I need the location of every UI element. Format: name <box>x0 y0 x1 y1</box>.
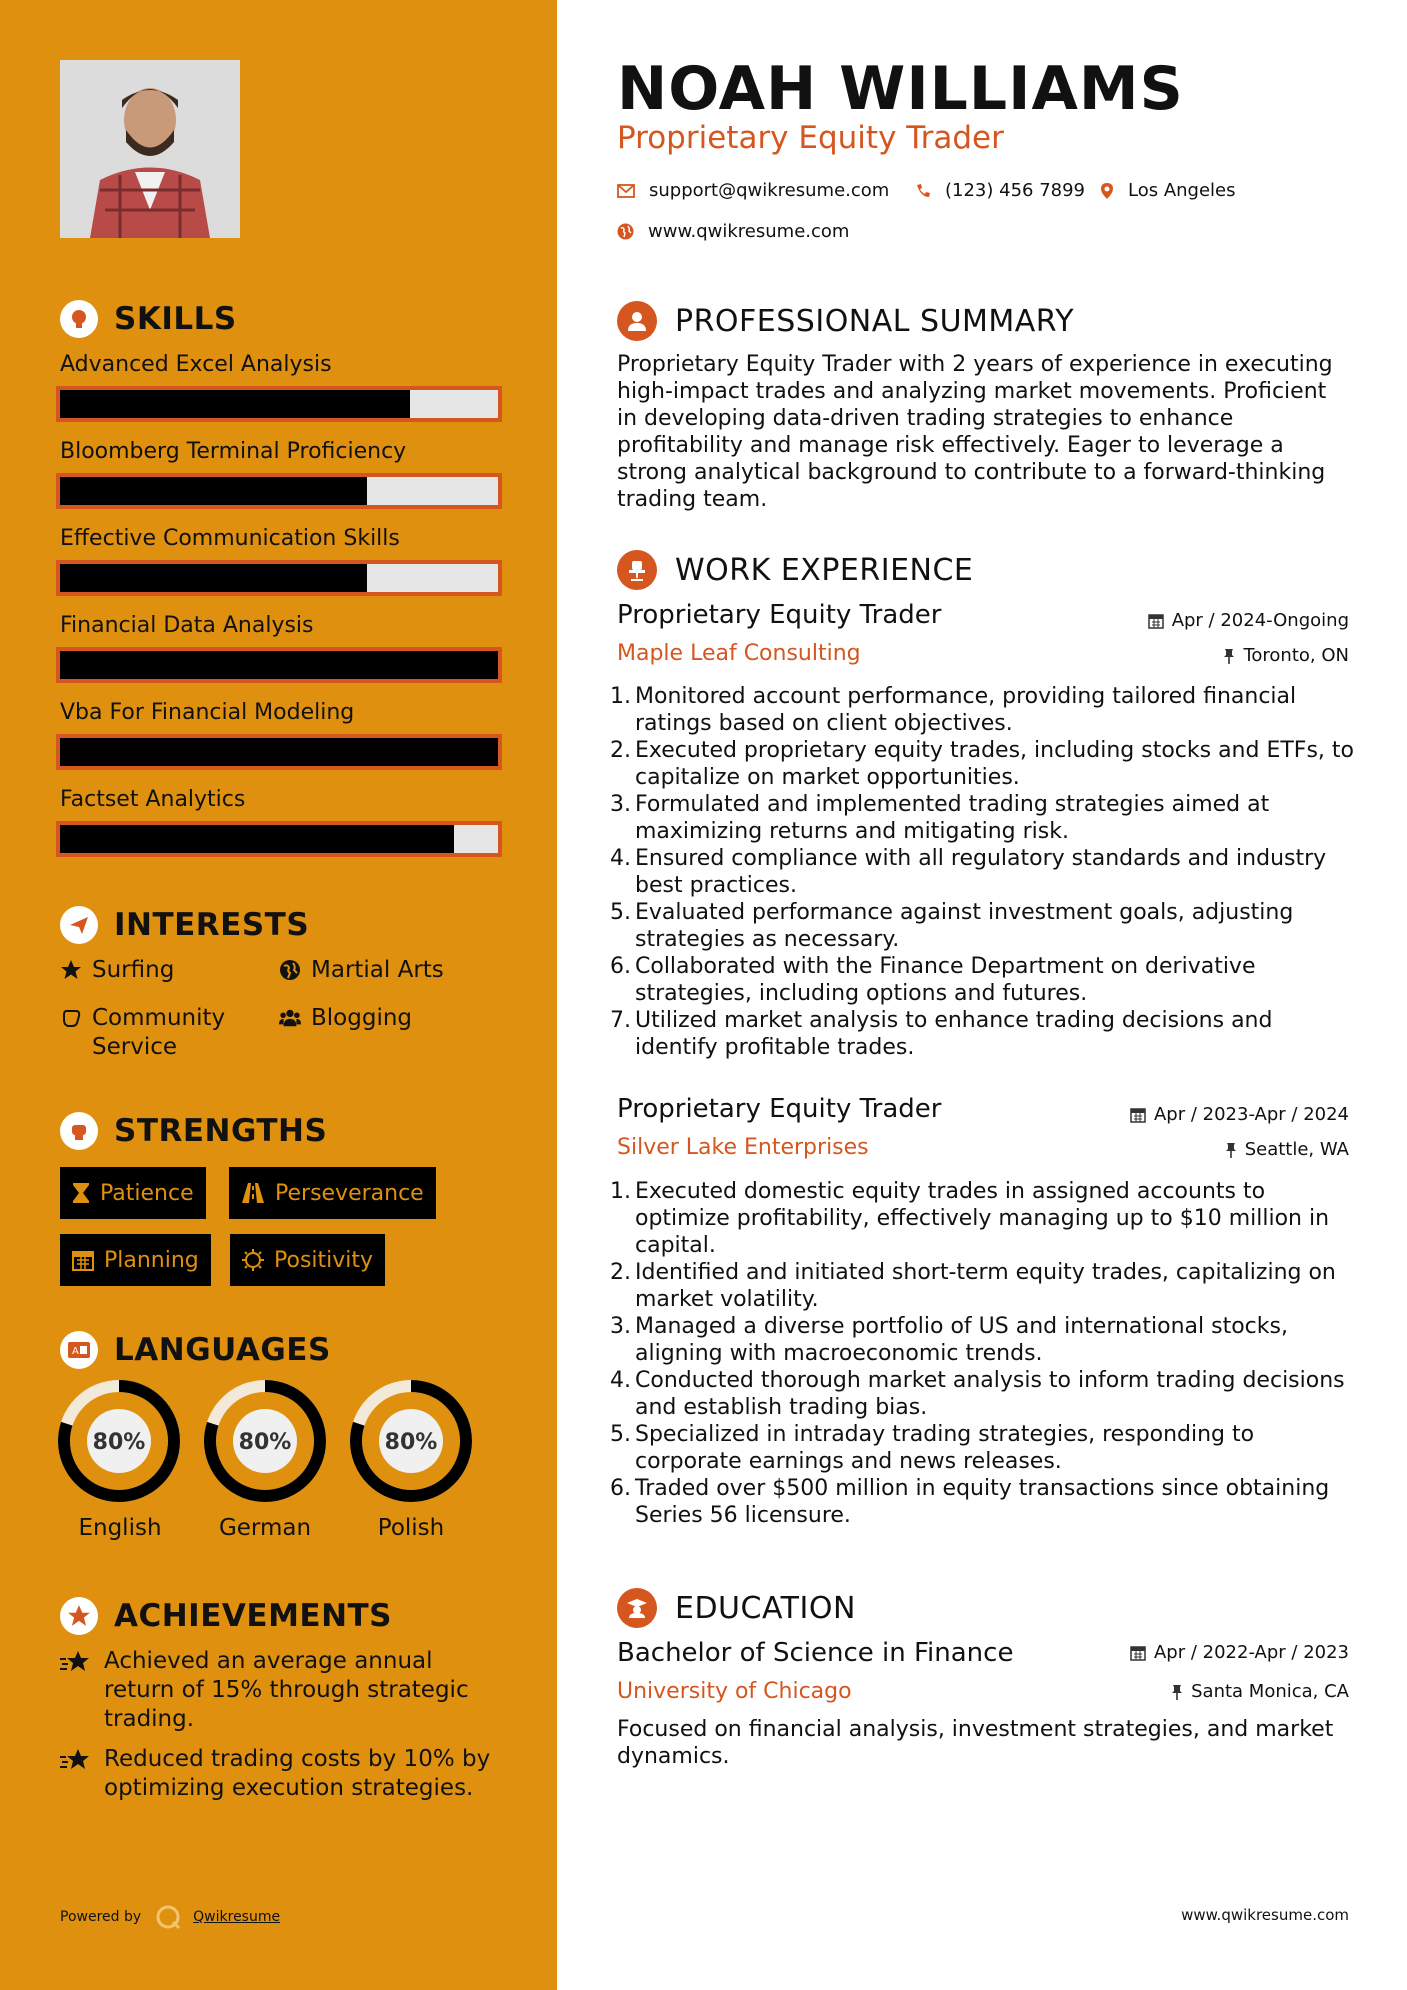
phone-icon <box>915 183 931 199</box>
achievements-heading <box>60 1597 392 1635</box>
list-item: 5. Evaluated performance against investment goals, adjusting strategies as necessary. <box>610 900 1294 952</box>
skill-bar-fill <box>60 390 410 418</box>
pushpin-icon <box>1225 1142 1237 1158</box>
strength-badge <box>230 1234 385 1286</box>
hourglass-icon <box>72 1182 90 1204</box>
skill-bar <box>56 560 502 596</box>
location-text: Los Angeles <box>1128 180 1236 201</box>
star-icon <box>60 959 82 981</box>
fist-icon <box>60 1112 98 1150</box>
pushpin-icon <box>1223 648 1235 664</box>
skill-bar <box>56 473 502 509</box>
school-name: University of Chicago <box>617 1679 852 1704</box>
strength-badge <box>60 1234 211 1286</box>
job-title: Proprietary Equity Trader <box>617 1094 942 1124</box>
svg-text:A: A <box>72 1346 79 1357</box>
skill-bar-fill <box>60 825 454 853</box>
dates-text: Apr / 2023-Apr / 2024 <box>1153 1104 1349 1125</box>
company-name: Silver Lake Enterprises <box>617 1135 869 1160</box>
education-location <box>1171 1681 1349 1702</box>
road-icon <box>241 1182 265 1204</box>
list-item: 3. Formulated and implemented trading strategies aimed at maximizing returns and mitigating risk. <box>610 792 1270 844</box>
job-dates <box>1130 1104 1349 1125</box>
graduate-icon <box>617 1588 657 1628</box>
phone-text: (123) 456 7899 <box>945 180 1086 201</box>
language-icon <box>60 1331 98 1369</box>
calendar-icon <box>1148 613 1164 629</box>
interest-item <box>60 956 174 985</box>
candidate-role: Proprietary Equity Trader <box>617 120 1004 156</box>
languages-heading <box>60 1331 331 1369</box>
interest-label: Blogging <box>311 1005 413 1031</box>
language-percent: 80% <box>238 1430 292 1455</box>
hand-icon <box>60 1007 82 1029</box>
shooting-star-icon <box>60 1649 92 1683</box>
skills-title: SKILLS <box>114 301 237 337</box>
skill-bar <box>56 647 502 683</box>
list-item: 1. Monitored account performance, providing tailored financial ratings based on client objectives. <box>610 684 1297 736</box>
users-icon <box>279 1007 301 1029</box>
globe-icon <box>617 223 634 240</box>
shooting-star-icon <box>60 1747 92 1781</box>
list-item: 2. Identified and initiated short-term equity trades, capitalizing on market volatility. <box>610 1260 1336 1312</box>
interests-heading <box>60 906 309 944</box>
job-bullets <box>610 1178 1355 1529</box>
strengths-heading <box>60 1112 327 1150</box>
skill-label: Effective Communication Skills <box>60 526 400 551</box>
education-dates <box>1130 1642 1349 1663</box>
strength-label: Planning <box>104 1247 199 1273</box>
contact-email[interactable] <box>617 180 889 201</box>
skill-label: Financial Data Analysis <box>60 613 314 638</box>
qwikresume-logo-icon <box>155 1904 181 1930</box>
profile-photo <box>60 60 240 238</box>
education-heading <box>617 1588 856 1628</box>
skill-label: Vba For Financial Modeling <box>60 700 355 725</box>
achievements-title: ACHIEVEMENTS <box>114 1598 393 1634</box>
summary-heading <box>617 301 1074 341</box>
list-item: 3. Managed a diverse portfolio of US and international stocks, aligning with macroeconomic trends. <box>610 1314 1288 1366</box>
calendar-icon <box>1130 1645 1146 1661</box>
strength-badge <box>229 1167 436 1219</box>
experience-heading <box>617 550 973 590</box>
dates-text: Apr / 2022-Apr / 2023 <box>1153 1642 1349 1663</box>
summary-text: Proprietary Equity Trader with 2 years of experience in executing high-impact trades and analyzing market movements. Proficient in developing data-driven trading strategies to enhance profitability and manage risk effectively. Eager to leverage a strong analytical background to contribute to a forward-thinking trading team. <box>617 352 1333 512</box>
language-label: Polish <box>377 1515 445 1541</box>
list-item: 6. Traded over $500 million in equity transactions since obtaining Series 56 licensure. <box>610 1476 1330 1528</box>
strength-label: Positivity <box>274 1247 374 1273</box>
job-location <box>1225 1139 1349 1160</box>
powered-by-text: Powered by <box>60 1909 142 1925</box>
candidate-name: NOAH WILLIAMS <box>617 54 1184 124</box>
calendar-icon <box>1130 1107 1146 1123</box>
interests-title: INTERESTS <box>114 907 310 943</box>
achievement-item <box>60 1647 500 1734</box>
powered-by <box>60 1904 280 1930</box>
summary-title: PROFESSIONAL SUMMARY <box>675 303 1075 339</box>
skill-bar <box>56 734 502 770</box>
experience-title: WORK EXPERIENCE <box>675 552 974 588</box>
envelope-icon <box>617 184 635 198</box>
office-chair-icon <box>617 550 657 590</box>
paper-plane-icon <box>60 906 98 944</box>
location-text: Toronto, ON <box>1243 645 1349 666</box>
skill-bar-fill <box>60 477 367 505</box>
interest-item <box>279 1004 412 1033</box>
website-text: www.qwikresume.com <box>648 221 850 242</box>
skills-heading <box>60 300 237 338</box>
list-item: 7. Utilized market analysis to enhance trading decisions and identify profitable trades. <box>610 1008 1273 1060</box>
education-text: Focused on financial analysis, investment strategies, and market dynamics. <box>617 1717 1334 1769</box>
qwikresume-link[interactable]: Qwikresume <box>193 1909 281 1925</box>
language-gauge <box>58 1380 180 1506</box>
interest-item <box>279 956 444 985</box>
strength-badge <box>60 1167 206 1219</box>
list-item: 1. Executed domestic equity trades in assigned accounts to optimize profitability, effectively managing up to $10 million in capital. <box>610 1179 1330 1258</box>
star-badge-icon <box>60 1597 98 1635</box>
interest-label: Martial Arts <box>311 957 444 983</box>
interest-item <box>60 1004 260 1062</box>
email-text: support@qwikresume.com <box>649 180 890 201</box>
degree-title: Bachelor of Science in Finance <box>617 1638 1014 1668</box>
skill-label: Advanced Excel Analysis <box>60 352 332 377</box>
calendar-icon <box>72 1249 94 1271</box>
map-pin-icon <box>1100 182 1114 200</box>
achievement-text: Achieved an average annual return of 15% through strategic trading. <box>104 1648 469 1732</box>
skill-label: Bloomberg Terminal Proficiency <box>60 439 407 464</box>
list-item: 5. Specialized in intraday trading strategies, responding to corporate earnings and news releases. <box>610 1422 1255 1474</box>
job-bullets <box>610 683 1355 1061</box>
job-location <box>1223 645 1349 666</box>
strength-label: Patience <box>100 1180 194 1206</box>
language-percent: 80% <box>92 1430 146 1455</box>
job-title: Proprietary Equity Trader <box>617 600 942 630</box>
list-item: 4. Conducted thorough market analysis to inform trading decisions and establish trading bias. <box>610 1368 1345 1420</box>
education-title: EDUCATION <box>675 1590 856 1626</box>
globe-icon <box>279 959 301 981</box>
list-item: 6. Collaborated with the Finance Department on derivative strategies, including options and futures. <box>610 954 1256 1006</box>
job-dates <box>1148 610 1349 631</box>
lightbulb-icon <box>60 300 98 338</box>
language-percent: 80% <box>384 1430 438 1455</box>
strength-label: Perseverance <box>275 1180 424 1206</box>
contact-website[interactable] <box>617 221 849 242</box>
location-text: Santa Monica, CA <box>1191 1681 1349 1702</box>
language-gauge <box>204 1380 326 1506</box>
location-text: Seattle, WA <box>1244 1139 1349 1160</box>
skill-bar-fill <box>60 564 367 592</box>
user-icon <box>617 301 657 341</box>
language-label: German <box>218 1515 312 1541</box>
list-item: 4. Ensured compliance with all regulatory standards and industry best practices. <box>610 846 1327 898</box>
interest-label: Community Service <box>92 1005 226 1060</box>
achievement-text: Reduced trading costs by 10% by optimizing execution strategies. <box>104 1746 491 1801</box>
contact-phone[interactable] <box>915 180 1085 201</box>
skill-bar-fill <box>60 738 498 766</box>
pushpin-icon <box>1171 1684 1183 1700</box>
interest-label: Surfing <box>92 957 175 983</box>
languages-title: LANGUAGES <box>114 1332 331 1368</box>
achievement-item <box>60 1745 500 1803</box>
list-item: 2. Executed proprietary equity trades, including stocks and ETFs, to capitalize on market opportunities. <box>610 738 1354 790</box>
dates-text: Apr / 2024-Ongoing <box>1171 610 1349 631</box>
language-gauge <box>350 1380 472 1506</box>
skill-label: Factset Analytics <box>60 787 246 812</box>
contact-location <box>1100 180 1236 201</box>
sun-icon <box>242 1249 264 1271</box>
sidebar <box>0 0 557 1990</box>
skill-bar <box>56 386 502 422</box>
skill-bar <box>56 821 502 857</box>
company-name: Maple Leaf Consulting <box>617 641 861 666</box>
skill-bar-fill <box>60 651 498 679</box>
language-label: English <box>78 1515 162 1541</box>
footer-url[interactable]: www.qwikresume.com <box>1181 1906 1349 1924</box>
strengths-title: STRENGTHS <box>114 1113 328 1149</box>
